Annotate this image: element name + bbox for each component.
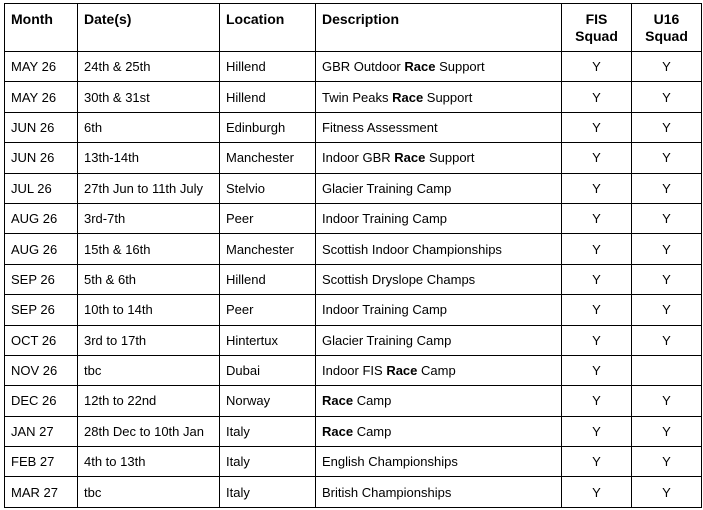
description-pre: Indoor FIS [322, 363, 387, 379]
cell-description [316, 386, 562, 416]
cell-location: Hillend [220, 52, 316, 82]
description-pre: English Championships [322, 454, 458, 470]
table-row [5, 477, 702, 507]
cell-description [316, 82, 562, 112]
cell-fis-squad: Y [562, 264, 632, 294]
header-dates: Date(s) [78, 4, 220, 52]
cell-fis-squad: Y [562, 447, 632, 477]
cell-month: FEB 27 [5, 447, 78, 477]
cell-location: Italy [220, 416, 316, 446]
cell-dates: tbc [78, 477, 220, 507]
cell-month: MAY 26 [5, 82, 78, 112]
cell-dates: 5th & 6th [78, 264, 220, 294]
cell-description [316, 112, 562, 142]
description-pre: Fitness Assessment [322, 119, 438, 135]
cell-location: Peer [220, 203, 316, 233]
cell-month: JUL 26 [5, 173, 78, 203]
header-location: Location [220, 4, 316, 52]
cell-description [316, 234, 562, 264]
cell-month: SEP 26 [5, 295, 78, 325]
cell-description [316, 355, 562, 385]
cell-description [316, 143, 562, 173]
header-fis-line1: FIS [585, 11, 608, 27]
cell-location: Hillend [220, 264, 316, 294]
table-row [5, 143, 702, 173]
table-row [5, 447, 702, 477]
cell-u16-squad: Y [632, 112, 702, 142]
cell-fis-squad: Y [562, 234, 632, 264]
cell-month: OCT 26 [5, 325, 78, 355]
description-bold: Race [392, 89, 424, 105]
cell-description [316, 295, 562, 325]
cell-u16-squad: Y [632, 447, 702, 477]
cell-month: DEC 26 [5, 386, 78, 416]
cell-dates: 6th [78, 112, 220, 142]
cell-dates: 3rd-7th [78, 203, 220, 233]
cell-location: Hillend [220, 82, 316, 112]
description-pre: Glacier Training Camp [322, 180, 452, 196]
schedule-table [4, 3, 702, 508]
cell-month: MAY 26 [5, 52, 78, 82]
cell-description [316, 325, 562, 355]
cell-u16-squad: Y [632, 52, 702, 82]
description-pre: Glacier Training Camp [322, 332, 452, 348]
description-post: Camp [353, 393, 392, 409]
description-pre: British Championships [322, 484, 452, 500]
cell-dates: 30th & 31st [78, 82, 220, 112]
description-bold: Race [394, 150, 426, 166]
cell-month: AUG 26 [5, 234, 78, 264]
cell-description [316, 416, 562, 446]
cell-fis-squad: Y [562, 52, 632, 82]
description-bold: Race [386, 363, 418, 379]
table-row [5, 325, 702, 355]
cell-u16-squad: Y [632, 82, 702, 112]
cell-fis-squad: Y [562, 355, 632, 385]
cell-location: Hintertux [220, 325, 316, 355]
cell-description [316, 203, 562, 233]
cell-location: Manchester [220, 234, 316, 264]
cell-u16-squad: Y [632, 264, 702, 294]
cell-u16-squad: Y [632, 325, 702, 355]
cell-description [316, 52, 562, 82]
description-pre: Indoor Training Camp [322, 302, 448, 318]
cell-dates: 13th-14th [78, 143, 220, 173]
cell-dates: 28th Dec to 10th Jan [78, 416, 220, 446]
header-row [5, 4, 702, 52]
description-bold: Race [404, 59, 436, 75]
description-post: Support [435, 59, 485, 75]
table-row [5, 416, 702, 446]
description-pre: Twin Peaks [322, 89, 393, 105]
cell-dates: tbc [78, 355, 220, 385]
cell-u16-squad: Y [632, 143, 702, 173]
cell-u16-squad: Y [632, 416, 702, 446]
cell-u16-squad [632, 355, 702, 385]
cell-fis-squad: Y [562, 325, 632, 355]
cell-month: JAN 27 [5, 416, 78, 446]
header-description: Description [316, 4, 562, 52]
cell-month: NOV 26 [5, 355, 78, 385]
table-row [5, 52, 702, 82]
table-row [5, 112, 702, 142]
description-post: Camp [353, 423, 392, 439]
description-post: Camp [417, 363, 456, 379]
description-pre: Indoor GBR [322, 150, 395, 166]
cell-dates: 15th & 16th [78, 234, 220, 264]
description-pre: Indoor Training Camp [322, 211, 448, 227]
table-row [5, 234, 702, 264]
cell-month: JUN 26 [5, 143, 78, 173]
cell-fis-squad: Y [562, 416, 632, 446]
header-u16-squad [632, 4, 702, 52]
cell-fis-squad: Y [562, 82, 632, 112]
cell-dates: 24th & 25th [78, 52, 220, 82]
cell-fis-squad: Y [562, 112, 632, 142]
cell-location: Manchester [220, 143, 316, 173]
cell-u16-squad: Y [632, 173, 702, 203]
description-pre: Scottish Indoor Championships [322, 241, 502, 257]
table-row [5, 173, 702, 203]
description-bold: Race [322, 393, 354, 409]
cell-location: Edinburgh [220, 112, 316, 142]
cell-month: MAR 27 [5, 477, 78, 507]
cell-fis-squad: Y [562, 477, 632, 507]
cell-location: Dubai [220, 355, 316, 385]
cell-month: JUN 26 [5, 112, 78, 142]
table-row [5, 82, 702, 112]
description-post: Support [423, 89, 473, 105]
cell-description [316, 477, 562, 507]
cell-u16-squad: Y [632, 203, 702, 233]
cell-description [316, 447, 562, 477]
cell-location: Italy [220, 477, 316, 507]
cell-fis-squad: Y [562, 173, 632, 203]
table-row [5, 203, 702, 233]
cell-month: SEP 26 [5, 264, 78, 294]
header-fis-squad [562, 4, 632, 52]
cell-location: Stelvio [220, 173, 316, 203]
cell-description [316, 173, 562, 203]
cell-dates: 10th to 14th [78, 295, 220, 325]
table-row [5, 295, 702, 325]
cell-location: Norway [220, 386, 316, 416]
cell-dates: 27th Jun to 11th July [78, 173, 220, 203]
table-row [5, 386, 702, 416]
cell-u16-squad: Y [632, 234, 702, 264]
cell-fis-squad: Y [562, 143, 632, 173]
cell-u16-squad: Y [632, 295, 702, 325]
cell-fis-squad: Y [562, 386, 632, 416]
table-row [5, 264, 702, 294]
header-month: Month [5, 4, 78, 52]
header-u16-line1: U16 [653, 11, 680, 27]
cell-month: AUG 26 [5, 203, 78, 233]
cell-u16-squad: Y [632, 386, 702, 416]
cell-description [316, 264, 562, 294]
cell-location: Italy [220, 447, 316, 477]
cell-u16-squad: Y [632, 477, 702, 507]
cell-location: Peer [220, 295, 316, 325]
table-row [5, 355, 702, 385]
header-fis-line2: Squad [575, 28, 618, 44]
cell-dates: 12th to 22nd [78, 386, 220, 416]
cell-dates: 4th to 13th [78, 447, 220, 477]
description-pre: Scottish Dryslope Champs [322, 271, 476, 287]
description-pre: GBR Outdoor [322, 59, 405, 75]
cell-fis-squad: Y [562, 203, 632, 233]
header-u16-line2: Squad [645, 28, 688, 44]
description-post: Support [425, 150, 475, 166]
cell-dates: 3rd to 17th [78, 325, 220, 355]
description-bold: Race [322, 423, 354, 439]
cell-fis-squad: Y [562, 295, 632, 325]
